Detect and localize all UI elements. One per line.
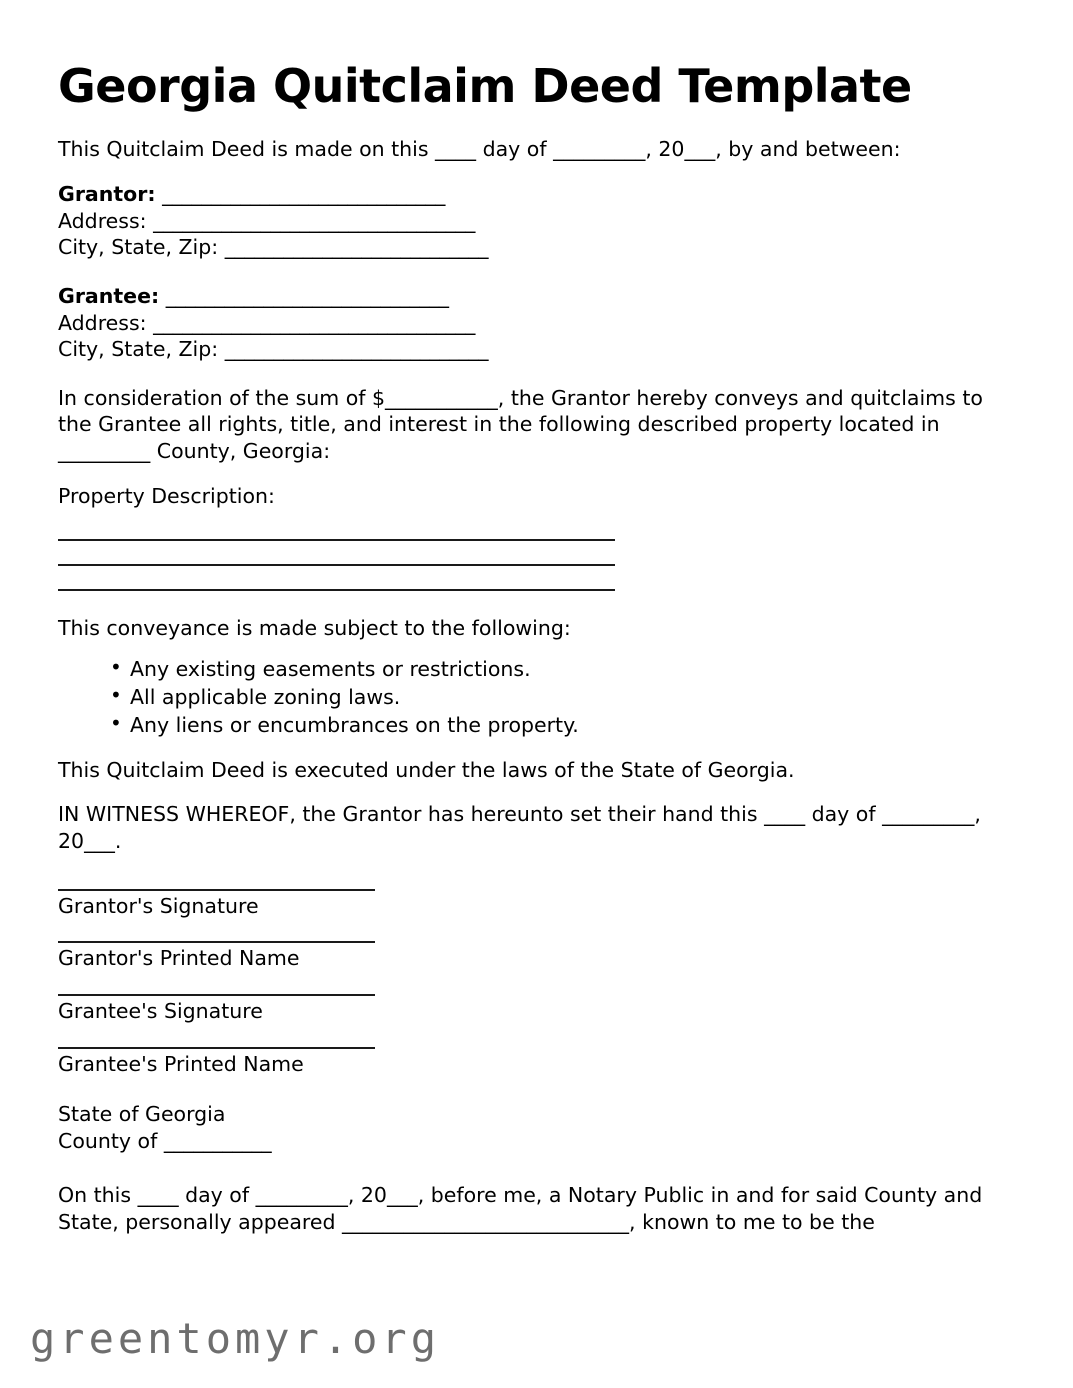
property-description-lines: [58, 539, 1020, 591]
list-item: • Any existing easements or restrictions.: [110, 656, 1020, 682]
grantee-block: [58, 283, 1020, 363]
property-description-label: Property Description:: [58, 483, 275, 508]
grantee-name-row: [58, 283, 1020, 310]
grantee-address-blank[interactable]: _________________________________: [153, 310, 475, 335]
grantor-address-label: Address:: [58, 208, 147, 233]
grantee-name-label: Grantee:: [58, 283, 160, 308]
site-watermark: greentomyr.org: [30, 1314, 441, 1363]
grantor-city-row: [58, 234, 1020, 261]
witness-paragraph: IN WITNESS WHEREOF, the Grantor has hereunto set their hand this ____ day of _________, 20___.: [58, 802, 981, 853]
grantor-printed-name-label: Grantor's Printed Name: [58, 946, 300, 971]
conditions-list: [58, 656, 1020, 739]
notary-acknowledgment-paragraph: On this ____ day of _________, 20___, before me, a Notary Public in and for said County and State, personally appeared ____________________________, known to me to be the: [58, 1183, 983, 1235]
grantor-printed-name-line[interactable]: [58, 941, 375, 943]
grantor-name-row: [58, 181, 1020, 208]
property-description-line[interactable]: [58, 564, 615, 566]
notary-state-line: State of Georgia: [58, 1102, 226, 1127]
grantee-city-label: City, State, Zip:: [58, 337, 219, 362]
grantor-name-label: Grantor:: [58, 181, 156, 206]
grantor-address-row: [58, 208, 1020, 235]
intro-paragraph: This Quitclaim Deed is made on this ____ day of _________, 20___, by and between:: [58, 137, 901, 162]
grantor-signature-block: [58, 889, 1020, 920]
grantee-printed-name-block: [58, 1047, 1020, 1078]
grantee-printed-name-label: Grantee's Printed Name: [58, 1051, 304, 1076]
grantee-name-blank[interactable]: _____________________________: [165, 283, 449, 308]
document-body: [58, 59, 1020, 1236]
page-title: Georgia Quitclaim Deed Template: [58, 59, 912, 113]
grantor-signature-label: Grantor's Signature: [58, 893, 259, 918]
grantee-address-row: [58, 310, 1020, 337]
grantor-address-blank[interactable]: _________________________________: [153, 208, 475, 233]
grantee-city-row: [58, 336, 1020, 363]
property-description-line[interactable]: [58, 589, 615, 591]
conveyance-intro-paragraph: This conveyance is made subject to the following:: [58, 616, 571, 641]
consideration-paragraph: In consideration of the sum of $___________, the Grantor hereby conveys and quitclaims to the Grantee all rights, title, and interest in the following described property located in _________ County, Georgia:: [58, 385, 983, 464]
list-item: • All applicable zoning laws.: [110, 684, 1020, 710]
grantor-city-label: City, State, Zip:: [58, 235, 219, 260]
execution-paragraph: This Quitclaim Deed is executed under the laws of the State of Georgia.: [58, 757, 795, 782]
notary-county-blank[interactable]: ___________: [163, 1128, 272, 1153]
property-description-line[interactable]: [58, 539, 615, 541]
notary-location-block: [58, 1101, 1020, 1154]
grantor-city-blank[interactable]: ___________________________: [224, 235, 488, 260]
grantor-name-blank[interactable]: _____________________________: [162, 181, 445, 206]
grantor-block: [58, 181, 1020, 261]
list-item: • Any liens or encumbrances on the property.: [110, 712, 1020, 738]
grantee-signature-label: Grantee's Signature: [58, 998, 263, 1023]
grantee-signature-line[interactable]: [58, 994, 375, 996]
grantee-signature-block: [58, 994, 1020, 1025]
grantee-address-label: Address:: [58, 310, 147, 335]
notary-county-label: County of: [58, 1128, 158, 1153]
grantor-signature-line[interactable]: [58, 889, 375, 891]
grantee-printed-name-line[interactable]: [58, 1047, 375, 1049]
grantee-city-blank[interactable]: ___________________________: [224, 337, 488, 362]
notary-county-row: [58, 1128, 1020, 1155]
grantor-printed-name-block: [58, 941, 1020, 972]
signature-group: [58, 889, 1020, 1078]
